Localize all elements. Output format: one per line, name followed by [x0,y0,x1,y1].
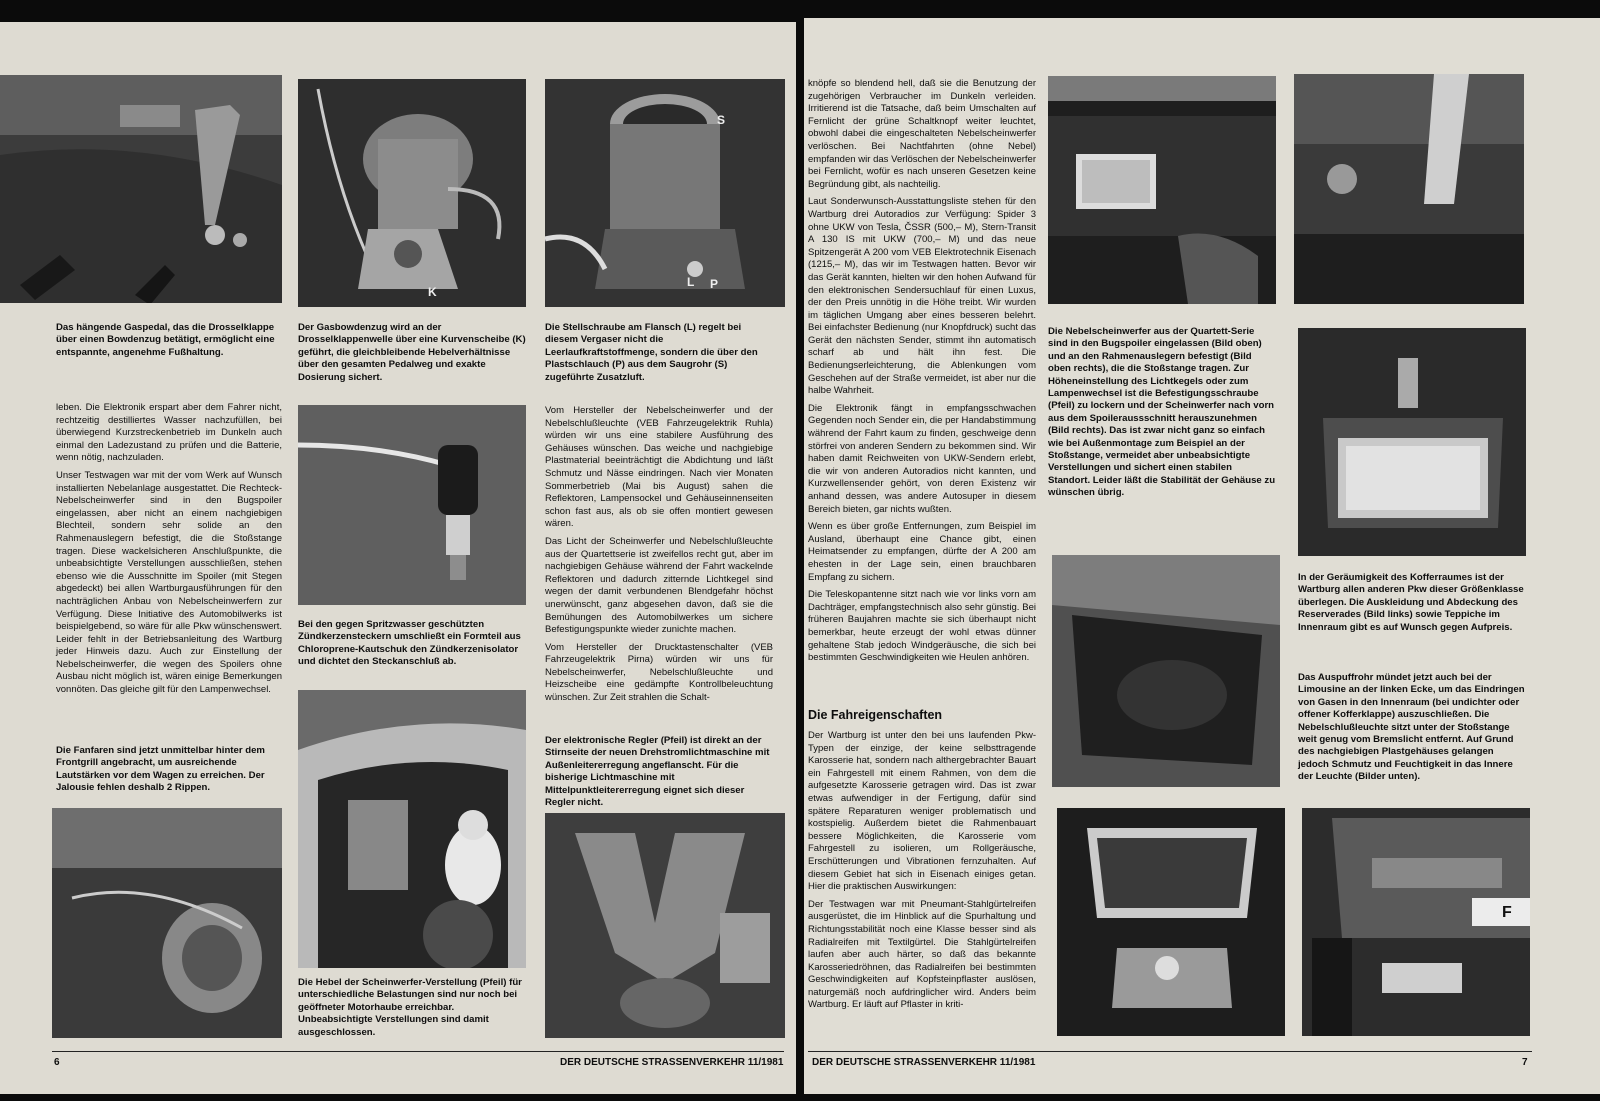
page-number: 6 [54,1057,60,1068]
caption-spark-plug: Bei den gegen Spritzwasser geschützten Zündkerzensteckern umschließt ein Formteil aus Chloroprene-Kautschuk den Zündkerzenisolator und dichtet den Steckanschluß ab. [298,619,521,668]
caption-regulator: Der elektronische Regler (Pfeil) ist direkt an der Stirnseite der neuen Drehstromlichtmaschine mit Außenleitererregung angeflanscht. Für die bisherige Lichtmaschine mit Mittelpunktleitererregung eignet sich dieser Regler nicht. [545,735,770,809]
photo-throttle-cable [298,79,526,307]
photo-fanfares [52,808,282,1038]
paragraph: Vom Hersteller der Nebelscheinwerfer und der Nebelschlußleuchte (VEB Fahrzeugelektrik Ruhla) würden wir uns eine stabilere Ausführung des Gehäuses wünschen. Das weiche und nachgiebige Plastmaterial beeinträchtigt die Abdichtung und läßt Schmutz und Nässe eindringen. Nach vier Monaten Sommerbetrieb (Mai bis August) sahen die Reflektoren, Lampensockel und Gehäuseinnenseiten schon fast aus, als ob sie offen montiert gewesen wären. [545,405,773,530]
photo-regulator [545,813,785,1038]
photo-mounting-bracket [1294,74,1524,304]
right-column-1-text [808,78,1036,670]
paragraph: leben. Die Elektronik erspart aber dem Fahrer nicht, rechtzeitig destilliertes Wasser nachzufüllen, bei überwiegend Kurzstreckenbetrieb im Dunkeln auch einmal den Ladezustand zu prüfen und die Batterie, wenn nötig, nachzuladen. [56,402,282,464]
footer-rule [808,1051,1532,1052]
exhaust-manifold-illustration [545,813,785,1038]
paragraph: Vom Hersteller der Drucktastenschalter (VEB Fahrzeugelektrik Pirna) würden wir uns für Nebelscheinwerfer, Nebelschlußleuchte und Heizscheibe eine gedämpfte Kontrollbeleuchtung wünschen. Zur Zeit strahlen die Schalt- [545,641,773,704]
section-heading: Die Fahreigenschaften [808,708,943,722]
left-column-1-text [56,402,282,702]
paragraph: Der Wartburg ist unter den bei uns laufenden Pkw-Typen der einzige, der keine selbsttragende Karosserie hat, sondern nach althergebrachter Bauart ein Fahrgestell mit einem Rahmen, von dem die aufgesetzte Karosserie getragen wird. Das ist zwar etwas aufwendiger in der Fertigung, dafür sind spätere Reparaturen weniger problematisch und kostspielig. Außerdem bietet die Rahmenbauart bessere Möglichkeiten, die Karosserie vom Fahrgestell zu isolieren, um Rollgeräusche, Erschütterungen und Vibrationen fernzuhalten. Auf diesem Gebiet hat sich in Eisenach einiges getan. Hier die praktischen Auswirkungen: [808,730,1036,893]
caption-headlight-lever: Die Hebel der Scheinwerfer-Verstellung (Pfeil) für unterschiedliche Belastungen sind nur noch bei geöffneter Motorhaube erreichbar. Unbeabsichtigte Verstellungen sind damit ausgeschlossen. [298,977,522,1038]
rear-car-illustration [1302,808,1530,1036]
trunk-illustration [1052,555,1280,787]
caption-gas-pedal: Das hängende Gaspedal, das die Drosselklappe über einen Bowdenzug betätigt, ermöglicht eine entspannte, angenehme Fußhaltung. [56,322,275,358]
left-column-3-text [545,405,773,710]
paragraph: knöpfe so blendend hell, daß sie die Benutzung der zugehörigen Verbraucher im Dunkeln verleiden. Irritierend ist die Tatsache, daß beim Umschalten auf Fernlicht der grüne Schaltknopf weiter leuchtet, obwohl dabei die eingeschalteten Nebelscheinwerfer verlöschen. Bei Nachtfahrten (ohne Nebel) empfanden wir das Verlöschen der Nebelscheinwerfer bei Fernlicht, wofür es nach unseren Gesetzen keine Begründung gibt, als nachteilig. [808,78,1036,190]
caption-trunk: In der Geräumigkeit des Kofferraumes ist der Wartburg allen anderen Pkw dieser Größenklasse überlegen. Die Auskleidung und Abdeckung des Reserverades (Bild links) sowie Teppiche im Innenraum gibt es auf Wunsch gegen Aufpreis. [1298,572,1524,633]
paragraph: Laut Sonderwunsch-Ausstattungsliste stehen für den Wartburg drei Autoradios zur Verfügung: Spider 3 ohne UKW von Tesla, ČSSR (500,– M), Stern-Transit A 130 IS mit UKW (700,– M) und das neue Spitzengerät A 200 vom VEB Elektrotechnik Eisenach (1215,– M), das wir im Testwagen hatten. Bevor wir das Gerät kannten, hielten wir den hohen Aufwand für den elektronischen Sendersuchlauf für einen Luxus, der den Preis unnötig in die Höhe treibt. Wir wurden im täglichen Umgang aber eines besseren belehrt. Bei einfachster Bedienung (nur Knopfdruck) sucht das Gerät den nächsten Sender, stimmt ihn automatisch scharf ab und hält ihn fest. Die Bedienungserleichterung, die Ablenkungen vom Geschehen auf der Straße vermeidet, ist aber nur die halbe Wahrheit. [808,196,1036,397]
photo-gas-pedal [0,75,282,303]
flange-illustration [545,79,785,307]
gas-pedal-illustration [0,75,282,303]
photo-headlight-lever [298,690,526,968]
caption-fog-lights: Die Nebelscheinwerfer aus der Quartett-Serie sind in den Bugspoiler eingelassen (Bild oben) und an den Rahmenauslegern befestigt (Bild oben rechts), die die Stoßstange tragen. Zur Höheneinstellung des Lichtkegels oder zum Lampenwechsel ist die Befestigungsschraube (Pfeil) zu lockern und der Scheinwerfer nach vorn aus dem Spoileraussschnitt herauszunehmen (Bild rechts). Das ist zwar nicht ganz so einfach wie bei Außenmontage zum Beispiel an der Stoßstange, vermeidet aber unbeabsichtigte Verstellungen und sichert einen stabilen Standort. Leider läßt die Stabilität der Gehäuse zu wünschen übrig. [1048,326,1276,499]
fog-light-illustration [1048,76,1276,304]
paragraph: Wenn es über große Entfernungen, zum Beispiel im Ausland, überhaupt eine Chance gibt, einen Heimatsender zu empfangen, dürfte der A 200 am ehesten in der Lage sein, einen brauchbaren Empfang zu sichern. [808,521,1036,583]
paragraph: Der Testwagen war mit Pneumant-Stahlgürtelreifen ausgerüstet, die im Hinblick auf die Spurhaltung und Richtungsstabilität noch eine Klasse besser sind als Radialreifen mit Textilgürtel. Die Stahlgürtelreifen laufen aber auch härter, so daß das bekannte Karosseriedröhnen, das Radialreifen bei bestimmten Geschwindigkeiten auf Kopfsteinpflaster auslösen, naturgemäß noch aufdringlicher wird. Anders beim Wartburg. Er läuft auf Pflaster in kriti- [808,898,1036,1011]
page-number: 7 [1522,1057,1528,1068]
fog-lamp-removed-illustration [1298,328,1526,556]
label-l: L [687,275,695,289]
bracket-illustration [1294,74,1524,304]
license-plate-fragment: F [1502,904,1512,921]
right-page [804,18,1600,1094]
caption-adjusting-screw: Die Stellschraube am Flansch (L) regelt bei diesem Vergaser nicht die Leerlaufkraftstoffmenge, sondern die über den Plastschlauch (P) aus dem Saugrohr (S) zugeführte Zusatzluft. [545,322,758,383]
rear-light-housing-illustration [1057,808,1285,1036]
photo-fog-light-removed [1298,328,1526,556]
right-column-1-text-continued [808,730,1036,1017]
paragraph: Die Elektronik fängt in empfangsschwachen Gegenden noch Sender ein, die per Handabstimmung während der Fahrt kaum zu finden, geschweige denn störfrei von anderen Sendern zu bekommen sind. Wir haben damit Reichweiten von UKW-Sendern erlebt, die wir von anderen Autoradios nicht kannten, und Kurzwellensender gehört, von deren Existenz wir anhand dessen, was andere Autosuper in diesem Bereich bieten, gar nichts wußten. [808,402,1036,515]
label-p: P [710,277,719,291]
paragraph: Das Licht der Scheinwerfer und Nebelschlußleuchte aus der Quartettserie ist zweifellos recht gut, aber im nachgiebigen Gehäuse während der Fahrt wackelnde Reflektoren und dadurch zitternde Lichtkegel sind wegen der damit verbundenen Blendgefahr höchst unerwünscht, ganz abgesehen davon, daß sie die Bemühungen des Automobilwerkes um sichere Befestigungspunkte wieder zunichte machen. [545,535,773,636]
label-s: S [717,113,726,127]
fanfare-horn-illustration [52,808,282,1038]
photo-trunk [1052,555,1280,787]
caption-exhaust: Das Auspuffrohr mündet jetzt auch bei der Limousine an der linken Ecke, um das Eindringen von Gasen in den Innenraum (bei undichter oder offener Kofferklappe) auszuschließen. Die Nebelschlußleuchte sitzt unter der Stoßstange weit genug vom Bremslicht entfernt. Auf Grund des nachgiebigen Plastgehäuses gelangen jedoch Schmutz und Feuchtigkeit in das Innere der Leuchte (Bilder unten). [1298,672,1525,783]
spark-plug-illustration [298,405,526,605]
photo-rear-light-housing [1057,808,1285,1036]
photo-spark-plug [298,405,526,605]
photo-adjusting-screw [545,79,785,307]
caption-throttle-cable: Der Gasbowdenzug wird an der Drosselklappenwelle über eine Kurvenscheibe (K) geführt, die gleichbleibende Hebelverhältnisse über den gesamten Pedalweg und exakte Dosierung sichert. [298,322,526,383]
paragraph: Unser Testwagen war mit der vom Werk auf Wunsch installierten Nebelanlage ausgestattet. Die Rechteck-Nebelscheinwerfer sind in den Bugspoiler eingelassen, aber nicht an einem nachgiebigen Blechteil, sondern sehr solide an den Rahmenauslegern befestigt, die die Stoßstange tragen. Diese wackelsicheren Anschlußpunkte, die unbeabsichtigte Verstellungen ausschließen, stehen ebenso wie die Ausschnitte im Spoiler (mit Stegen abgedeckt) bei allen Wartburgausführungen für den nachträglichen Anbau von Nebelscheinwerfern zur Verfügung. Diese Initiative des Automobilwerks ist beispielgebend, so wäre für alle Pkw wünschenswert. Leider fehlt in der Betriebsanleitung des Wartburg jeder Hinweis dazu. Auch zur Einstellung der Nebelscheinwerfer, die wegen des Spoilers ohne Ausbau nicht möglich ist, wären einige Bemerkungen vonnöten. Das gleiche gilt für den Lampenwechsel. [56,469,282,696]
paragraph: Die Teleskopantenne sitzt nach wie vor links vorn am Dachträger, empfangstechnisch also sehr günstig. Bei früheren Baujahren machte sie sich überhaupt nicht bemerkbar, heute erzeugt der wohl etwas dünner gehaltene Stab jedoch Windgeräusche, die sich bei bestimmten Geschwindigkeiten wie Heulen anhören. [808,589,1036,664]
footer-magazine: DER DEUTSCHE STRASSENVERKEHR 11/1981 [560,1057,784,1068]
footer-rule [52,1051,784,1052]
carburetor-illustration [298,79,526,307]
caption-fanfares: Die Fanfaren sind jetzt unmittelbar hinter dem Frontgrill angebracht, um ausreichende Lautstärken vor dem Wagen zu erreichen. Der Jalousie fehlen deshalb 2 Rippen. [56,745,265,794]
photo-fog-light-spoiler [1048,76,1276,304]
footer-magazine: DER DEUTSCHE STRASSENVERKEHR 11/1981 [812,1057,1036,1068]
engine-bay-illustration [298,690,526,968]
left-page [0,22,796,1094]
label-k: K [428,285,437,299]
photo-rear-car [1302,808,1530,1036]
